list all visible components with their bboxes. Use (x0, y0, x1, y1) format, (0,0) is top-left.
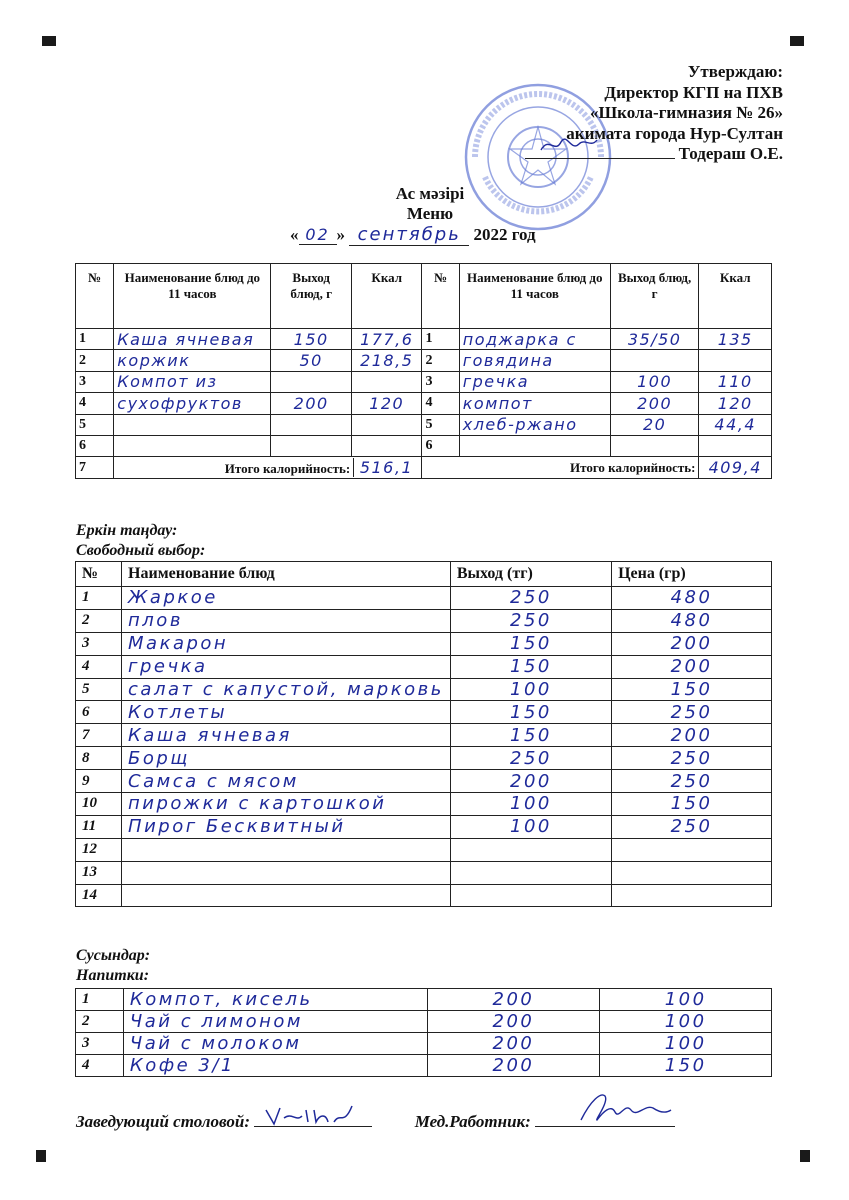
dish-name: компот (459, 393, 610, 414)
dish-yield: 150 (450, 655, 611, 678)
row-num: 3 (76, 632, 122, 655)
dish-kcal (699, 435, 772, 456)
dish-kcal (351, 371, 422, 392)
total-label-left (114, 457, 422, 478)
row-num: 9 (76, 770, 122, 793)
dish-kcal (699, 350, 772, 371)
date-quote-close: » (336, 225, 345, 244)
row-num: 1 (76, 587, 122, 610)
dish-name (459, 435, 610, 456)
drinks-rows (76, 989, 772, 1077)
title-kz: Ас мәзірі (395, 184, 465, 203)
dish-name: салат с капустой, марковь (122, 678, 451, 701)
manager-signature-line (254, 1108, 372, 1127)
dish-yield: 150 (450, 724, 611, 747)
dish-name: Пирог Бесквитный (122, 815, 451, 838)
approval-line-4: акимата города Нур-Султан (566, 123, 783, 143)
date-quote-open: « (290, 225, 299, 244)
row-num: 13 (76, 861, 122, 884)
dish-kcal (351, 414, 422, 435)
row-num: 7 (76, 724, 122, 747)
menu-table (75, 263, 772, 479)
dish-kcal: 44,4 (699, 414, 772, 435)
dish-yield: 100 (450, 815, 611, 838)
table-row (76, 632, 772, 655)
table-row (76, 701, 772, 724)
dish-yield: 200 (427, 1011, 600, 1033)
dish-price: 250 (612, 701, 772, 724)
row-num: 4 (422, 393, 459, 414)
free-choice-header (76, 562, 772, 587)
dish-price: 200 (612, 724, 772, 747)
dish-name: Кофе 3/1 (123, 1055, 427, 1077)
dish-yield (450, 861, 611, 884)
dish-name: Каша ячневая (122, 724, 451, 747)
dish-name: говядина (459, 350, 610, 371)
approval-block (525, 62, 783, 165)
dish-yield: 200 (610, 393, 699, 414)
footer (76, 1108, 675, 1132)
table-row (76, 1055, 772, 1077)
dish-name: Борщ (122, 747, 451, 770)
row-num: 3 (76, 371, 114, 392)
total-kcal-right: 409,4 (699, 457, 772, 478)
free-choice-label-kz: Еркін таңдау: (76, 522, 178, 539)
dish-name (122, 838, 451, 861)
free-choice-label-ru: Свободный выбор: (76, 542, 206, 559)
dish-yield: 200 (427, 1055, 600, 1077)
dish-name: Компот из (114, 371, 271, 392)
row-num: 6 (422, 435, 459, 456)
total-row (76, 457, 772, 478)
dish-yield: 20 (610, 414, 699, 435)
col-yield: Выход (тг) (450, 562, 611, 587)
total-label: Итого калорийность: (224, 461, 351, 477)
table-row (76, 724, 772, 747)
dish-yield: 250 (450, 609, 611, 632)
dish-yield: 250 (450, 587, 611, 610)
approval-line-1: Утверждаю: (687, 62, 783, 81)
dish-yield: 150 (271, 329, 352, 350)
dish-price (612, 861, 772, 884)
row-num: 12 (76, 838, 122, 861)
total-label: Итого калорийность: (570, 459, 696, 475)
date-month: сентябрь (349, 224, 469, 246)
dish-name: поджарка с (459, 329, 610, 350)
row-num: 2 (76, 350, 114, 371)
dish-kcal (351, 435, 422, 456)
dish-name: Жаркое (122, 587, 451, 610)
dish-price: 480 (612, 609, 772, 632)
row-num: 5 (76, 414, 114, 435)
date-year: 2022 год (473, 225, 536, 244)
row-num: 8 (76, 747, 122, 770)
table-row (76, 989, 772, 1011)
dish-yield (610, 435, 699, 456)
dish-yield: 100 (610, 371, 699, 392)
row-num: 6 (76, 435, 114, 456)
dish-price: 250 (612, 815, 772, 838)
manager-signature (262, 1102, 362, 1128)
table-row (76, 1033, 772, 1055)
dish-kcal: 120 (699, 393, 772, 414)
dish-yield (450, 838, 611, 861)
director-signature-line (525, 144, 675, 159)
director-signature (539, 134, 599, 156)
menu-table-header (76, 264, 772, 329)
dish-price: 250 (612, 747, 772, 770)
row-num: 3 (422, 371, 459, 392)
row-num: 3 (76, 1033, 124, 1055)
dish-yield: 150 (450, 701, 611, 724)
free-choice-label (76, 521, 205, 561)
col-kcal: Ккал (351, 264, 422, 329)
dish-yield: 150 (450, 632, 611, 655)
table-row (76, 815, 772, 838)
dish-price: 150 (612, 678, 772, 701)
row-num: 10 (76, 793, 122, 816)
dish-price: 200 (612, 655, 772, 678)
dish-kcal: 135 (699, 329, 772, 350)
row-num: 6 (76, 701, 122, 724)
table-row (76, 414, 772, 435)
table-row (76, 329, 772, 350)
row-num: 5 (422, 414, 459, 435)
dish-name (114, 435, 271, 456)
dish-yield: 250 (450, 747, 611, 770)
table-row (76, 884, 772, 907)
table-row (76, 861, 772, 884)
row-num: 4 (76, 1055, 124, 1077)
date-row (290, 224, 536, 246)
dish-name: Каша ячневая (114, 329, 271, 350)
dish-yield: 200 (450, 770, 611, 793)
row-num: 7 (76, 457, 114, 478)
col-kcal: Ккал (699, 264, 772, 329)
free-choice-rows (76, 587, 772, 907)
dish-price: 150 (600, 1055, 772, 1077)
drinks-label-ru: Напитки: (76, 967, 150, 984)
dish-price: 100 (600, 1011, 772, 1033)
table-row (76, 371, 772, 392)
dish-kcal: 120 (351, 393, 422, 414)
drinks-label-kz: Сусындар: (76, 947, 151, 964)
dish-name: Чай с лимоном (123, 1011, 427, 1033)
dish-name: хлеб-ржано (459, 414, 610, 435)
table-row (76, 435, 772, 456)
dish-yield (271, 414, 352, 435)
dish-price: 100 (600, 1033, 772, 1055)
dish-price (612, 838, 772, 861)
drinks-table (75, 988, 772, 1077)
table-row (76, 609, 772, 632)
medic-signature (575, 1090, 675, 1124)
col-name: Наименование блюд до 11 часов (459, 264, 610, 329)
dish-name: Компот, кисель (123, 989, 427, 1011)
dish-name: пирожки с картошкой (122, 793, 451, 816)
col-num: № (76, 562, 122, 587)
title-ru: Меню (406, 204, 454, 223)
table-row (76, 587, 772, 610)
dish-yield: 200 (427, 989, 600, 1011)
row-num: 1 (76, 329, 114, 350)
dish-kcal: 110 (699, 371, 772, 392)
row-num: 5 (76, 678, 122, 701)
col-price: Цена (гр) (612, 562, 772, 587)
dish-name (122, 884, 451, 907)
table-row (76, 655, 772, 678)
row-num: 4 (76, 393, 114, 414)
dish-yield: 50 (271, 350, 352, 371)
col-yield: Выход блюд, г (271, 264, 352, 329)
dish-name: коржик (114, 350, 271, 371)
dish-kcal: 218,5 (351, 350, 422, 371)
dish-price: 250 (612, 770, 772, 793)
director-name: Тодераш О.Е. (678, 144, 783, 163)
col-name: Наименование блюд до 11 часов (114, 264, 271, 329)
dish-yield (610, 350, 699, 371)
table-row (76, 770, 772, 793)
dish-name: плов (122, 609, 451, 632)
row-num: 11 (76, 815, 122, 838)
table-row (76, 1011, 772, 1033)
dish-yield (271, 435, 352, 456)
row-num: 2 (422, 350, 459, 371)
table-row (76, 747, 772, 770)
drinks-label (76, 946, 150, 986)
dish-yield: 35/50 (610, 329, 699, 350)
row-num: 2 (76, 609, 122, 632)
table-row (76, 350, 772, 371)
document-title (330, 184, 530, 224)
dish-name (114, 414, 271, 435)
dish-yield: 200 (271, 393, 352, 414)
dish-price: 480 (612, 587, 772, 610)
row-num: 2 (76, 1011, 124, 1033)
dish-name: Самса с мясом (122, 770, 451, 793)
table-row (76, 393, 772, 414)
approval-line-3: «Школа-гимназия № 26» (589, 103, 783, 122)
col-yield: Выход блюд, г (610, 264, 699, 329)
dish-yield: 100 (450, 678, 611, 701)
table-row (76, 838, 772, 861)
dish-yield (271, 371, 352, 392)
row-num: 14 (76, 884, 122, 907)
total-label-right (422, 457, 699, 478)
row-num: 1 (76, 989, 124, 1011)
manager-label: Заведующий столовой: (76, 1112, 250, 1131)
dish-name (122, 861, 451, 884)
total-kcal-left: 516,1 (353, 458, 418, 477)
col-num: № (76, 264, 114, 329)
dish-name: сухофруктов (114, 393, 271, 414)
date-day: 02 (299, 225, 337, 245)
dish-yield (450, 884, 611, 907)
dish-name: гречка (122, 655, 451, 678)
table-row (76, 678, 772, 701)
dish-kcal: 177,6 (351, 329, 422, 350)
col-name: Наименование блюд (122, 562, 451, 587)
medic-signature-line (535, 1108, 675, 1127)
dish-price: 100 (600, 989, 772, 1011)
dish-name: гречка (459, 371, 610, 392)
dish-name: Макарон (122, 632, 451, 655)
dish-yield: 100 (450, 793, 611, 816)
dish-yield: 200 (427, 1033, 600, 1055)
approval-line-2: Директор КГП на ПХВ (604, 82, 783, 102)
dish-name: Котлеты (122, 701, 451, 724)
col-num: № (422, 264, 459, 329)
dish-price (612, 884, 772, 907)
approval-signature-row (525, 144, 783, 165)
medic-label: Мед.Работник: (414, 1112, 531, 1131)
row-num: 4 (76, 655, 122, 678)
dish-price: 200 (612, 632, 772, 655)
row-num: 1 (422, 329, 459, 350)
dish-name: Чай с молоком (123, 1033, 427, 1055)
dish-price: 150 (612, 793, 772, 816)
free-choice-table (75, 561, 772, 907)
table-row (76, 793, 772, 816)
